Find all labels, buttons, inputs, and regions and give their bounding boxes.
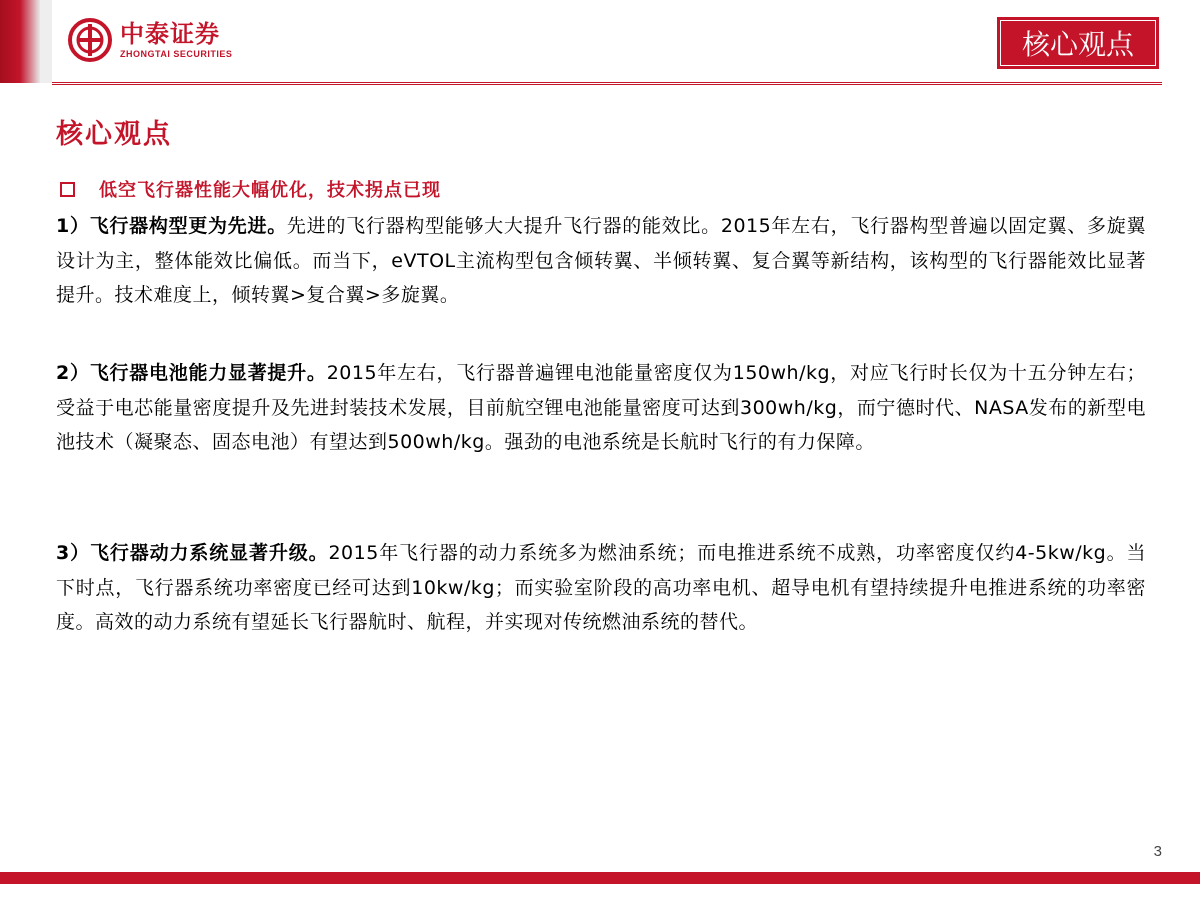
footer-bar: [0, 872, 1200, 884]
logo-english-name: ZHONGTAI SECURITIES: [120, 49, 233, 59]
logo-chinese-name: 中泰证券: [120, 20, 220, 48]
page-number: 3: [1153, 843, 1162, 860]
key-point-heading: [60, 176, 441, 202]
paragraph-body: 2015年飞行器的动力系统多为燃油系统；而电推进系统不成熟，功率密度仅约4-5kw/kg。当下时点，飞行器系统功率密度已经可达到10kw/kg；而实验室阶段的高功率电机、超导电机有望持续提升电推进系统的功率密度。高效的动力系统有望延长飞行器航时、航程，并实现对传统燃油系统的替代。: [56, 542, 1146, 633]
left-accent-strip: [0, 0, 40, 83]
paragraph-battery-capability: [56, 356, 1146, 460]
hollow-square-bullet-icon: [60, 182, 75, 197]
paragraph-lead: 2）飞行器电池能力显著提升。: [56, 362, 327, 384]
paragraph-lead: 1）飞行器构型更为先进。: [56, 215, 287, 237]
paragraph-lead: 3）飞行器动力系统显著升级。: [56, 542, 329, 564]
header-divider-secondary: [52, 84, 1162, 85]
header-divider: [52, 82, 1162, 83]
zhongtai-logo-icon: [68, 18, 112, 62]
paragraph-body: 2015年左右，飞行器普遍锂电池能量密度仅为150wh/kg，对应飞行时长仅为十五分钟左右；受益于电芯能量密度提升及先进封装技术发展，目前航空锂电池能量密度可达到300wh/kg，而宁德时代、NASA发布的新型电池技术（凝聚态、固态电池）有望达到500wh/kg。强劲的电池系统是长航时飞行的有力保障。: [56, 362, 1146, 453]
paragraph-aircraft-configuration: [56, 209, 1146, 313]
company-logo: [68, 18, 232, 62]
left-accent-strip-light: [40, 0, 52, 83]
section-badge: 核心观点: [997, 17, 1159, 69]
key-point-text: 低空飞行器性能大幅优化，技术拐点已现: [99, 180, 441, 201]
paragraph-body: 先进的飞行器构型能够大大提升飞行器的能效比。2015年左右，飞行器构型普遍以固定翼、多旋翼设计为主，整体能效比偏低。而当下，eVTOL主流构型包含倾转翼、半倾转翼、复合翼等新结构，该构型的飞行器能效比显著提升。技术难度上，倾转翼>复合翼>多旋翼。: [56, 215, 1146, 306]
paragraph-power-system: [56, 536, 1146, 640]
page-title: 核心观点: [56, 119, 172, 150]
